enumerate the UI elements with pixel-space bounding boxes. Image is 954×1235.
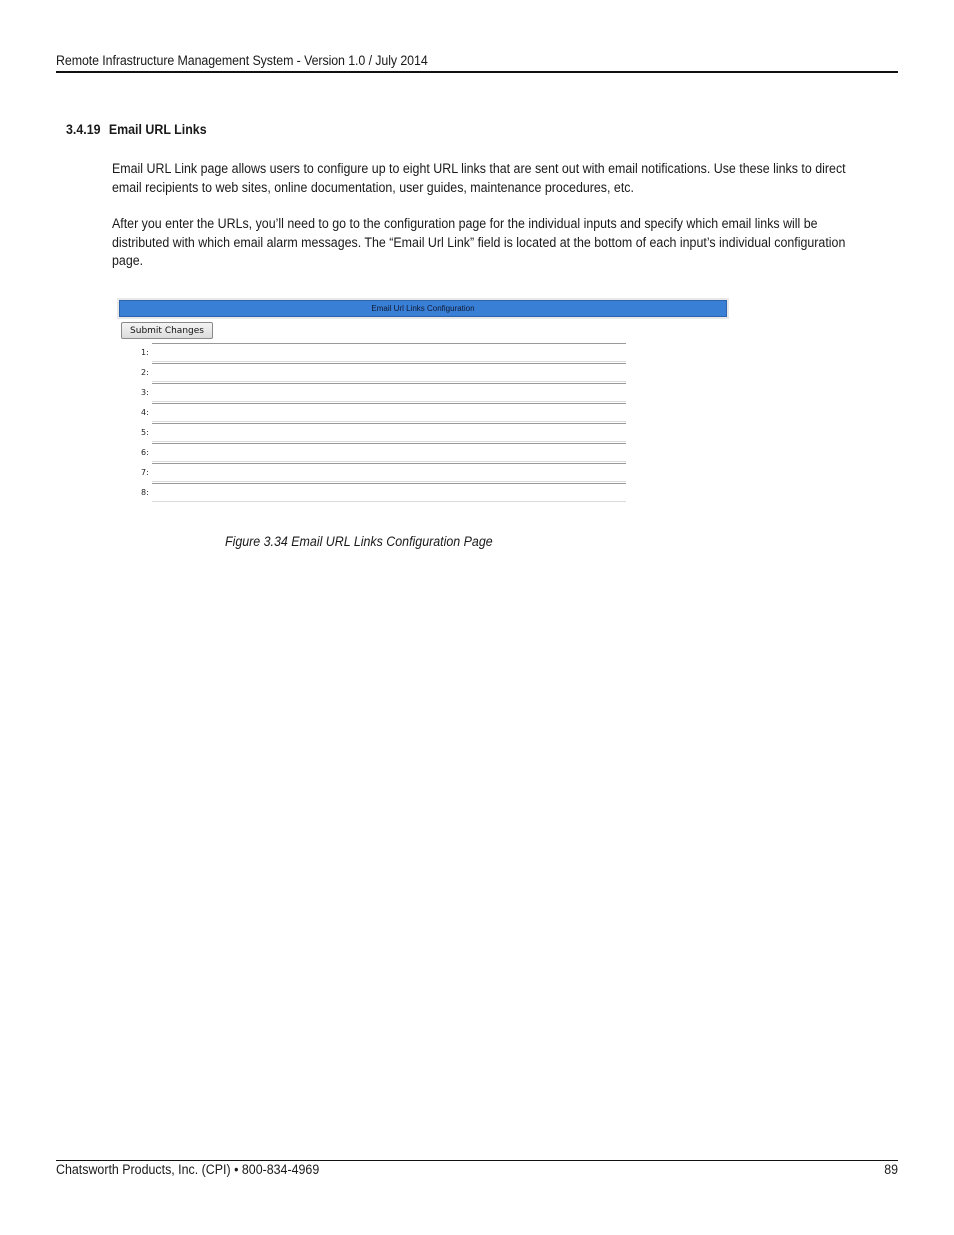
url-row-label: 1: <box>141 348 149 357</box>
header-title: Remote Infrastructure Management System - Version 1.0 / July 2014 <box>56 53 428 68</box>
url-input-8[interactable] <box>152 483 626 502</box>
url-row-2 <box>141 363 627 383</box>
url-row-4 <box>141 403 627 423</box>
section-title: Email URL Links <box>108 122 207 137</box>
footer-divider <box>56 1160 898 1161</box>
url-row-label: 4: <box>141 408 149 417</box>
url-input-4[interactable] <box>152 403 626 422</box>
config-panel-titlebar <box>119 300 727 317</box>
url-row-label: 3: <box>141 388 149 397</box>
header-divider <box>56 71 898 73</box>
url-input-5[interactable] <box>152 423 626 442</box>
url-input-7[interactable] <box>152 463 626 482</box>
url-row-3 <box>141 383 627 403</box>
url-input-6[interactable] <box>152 443 626 462</box>
url-row-label: 6: <box>141 448 149 457</box>
url-row-label: 8: <box>141 488 149 497</box>
instructions-paragraph: After you enter the URLs, you’ll need to go to the configuration page for the individual inputs and specify which email links will be distributed with which email alarm messages. The “Email Url Link” field is located at the bottom of each input’s individual configuration page. <box>112 216 846 268</box>
section-heading <box>66 122 207 137</box>
url-row-label: 7: <box>141 468 149 477</box>
section-number: 3.4.19 <box>66 122 101 137</box>
url-input-3[interactable] <box>152 383 626 402</box>
submit-changes-button[interactable]: Submit Changes <box>121 322 213 339</box>
url-row-label: 2: <box>141 368 149 377</box>
url-input-2[interactable] <box>152 363 626 382</box>
page-number: 89 <box>884 1162 898 1177</box>
url-row-7 <box>141 463 627 483</box>
url-input-1[interactable] <box>152 343 626 362</box>
url-row-6 <box>141 443 627 463</box>
config-panel-title: Email Url Links Configuration <box>371 304 475 313</box>
email-url-links-screenshot <box>117 296 733 510</box>
footer-company: Chatsworth Products, Inc. (CPI) • 800-834-4969 <box>56 1162 320 1177</box>
intro-paragraph: Email URL Link page allows users to configure up to eight URL links that are sent out with email notifications. Use these links to direct email recipients to web sites, online documentation, user guides, maintenance procedures, etc. <box>112 161 846 195</box>
figure-caption: Figure 3.34 Email URL Links Configuration Page <box>225 534 493 549</box>
url-row-label: 5: <box>141 428 149 437</box>
url-row-5 <box>141 423 627 443</box>
url-row-1 <box>141 343 627 363</box>
url-row-8 <box>141 483 627 503</box>
